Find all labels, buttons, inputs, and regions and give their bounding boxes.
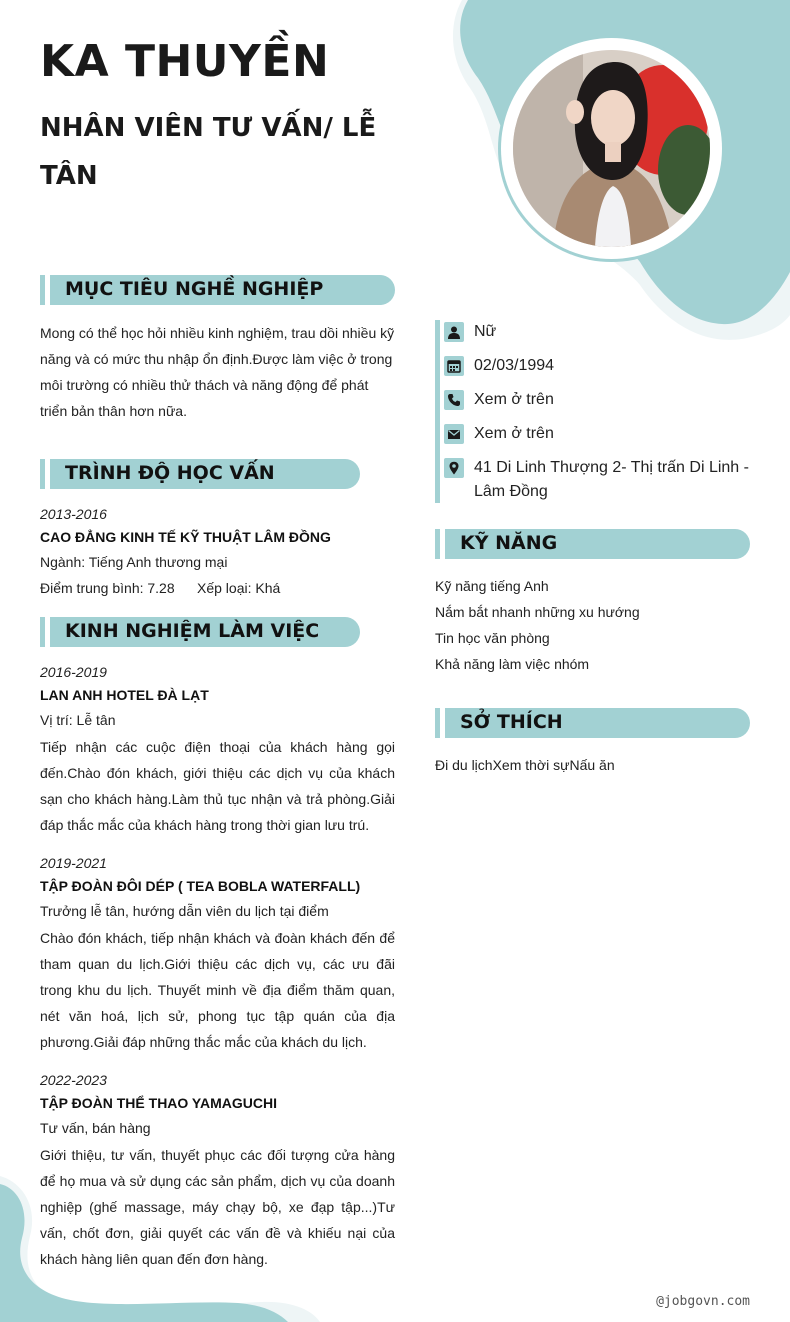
watermark-text: @jobgovn.com	[656, 1294, 750, 1309]
education-school: CAO ĐẲNG KINH TẾ KỸ THUẬT LÂM ĐỒNG	[40, 529, 331, 545]
hobbies-heading	[435, 708, 750, 738]
objective-heading-label: MỤC TIÊU NGHỀ NGHIỆP	[65, 278, 324, 300]
experience-period: 2019-2021	[40, 855, 107, 871]
education-rank: Xếp loại: Khá	[197, 580, 281, 596]
experience-heading	[40, 617, 360, 647]
education-heading-label: TRÌNH ĐỘ HỌC VẤN	[65, 462, 275, 484]
candidate-name: KA THUYỀN	[40, 36, 330, 87]
contact-accent-bar	[435, 320, 440, 503]
experience-position: Vị trí: Lễ tân	[40, 712, 116, 728]
contact-gender-text: Nữ	[474, 323, 497, 340]
skills-heading	[435, 529, 750, 559]
experience-period: 2022-2023	[40, 1072, 107, 1088]
profile-photo	[513, 50, 710, 247]
experience-company: TẬP ĐOÀN THỂ THAO YAMAGUCHI	[40, 1095, 277, 1111]
hobbies-text: Đi du lịchXem thời sựNấu ăn	[435, 757, 615, 773]
experience-company: TẬP ĐOÀN ĐÔI DÉP ( TEA BOBLA WATERFALL)	[40, 878, 361, 894]
experience-description: Chào đón khách, tiếp nhận khách và đoàn khách đến để tham quan du lịch.Giới thiệu các dịch vụ, các ưu đãi trong khu du lịch. Thuyết minh về địa điểm thăm quan, nét văn hoá, lịch sử, phong tục tập quán của địa phương.Giải đáp những thắc mắc của khách du lịch.	[40, 930, 395, 1050]
phone-icon	[444, 390, 464, 410]
contact-birthday	[444, 354, 554, 378]
experience-company: LAN ANH HOTEL ĐÀ LẠT	[40, 687, 209, 703]
job-title: NHÂN VIÊN TƯ VẤN/ LỄ TÂN	[40, 113, 377, 191]
contact-gender	[444, 320, 496, 344]
person-icon	[444, 322, 464, 342]
education-heading	[40, 459, 360, 489]
location-pin-icon	[444, 458, 464, 478]
mail-icon	[444, 424, 464, 444]
education-major: Ngành: Tiếng Anh thương mại	[40, 554, 228, 570]
profile-photo-frame	[501, 38, 722, 259]
skill-item: Khả năng làm việc nhóm	[435, 656, 590, 672]
experience-description: Tiếp nhận các cuộc điện thoại của khách hàng gọi đến.Chào đón khách, giới thiệu các dịch vụ của khách sạn cho khách hàng.Làm thủ tục nhận và trả phòng.Giải đáp thắc mắc của khách hàng trong thời gian lưu trú.	[40, 739, 395, 833]
skill-item: Kỹ năng tiếng Anh	[435, 578, 549, 594]
objective-heading	[40, 275, 395, 305]
experience-period: 2016-2019	[40, 664, 107, 680]
skill-item: Nắm bắt nhanh những xu hướng	[435, 604, 640, 620]
experience-description: Giới thiệu, tư vấn, thuyết phục các đối tượng cửa hàng để họ mua và sử dụng các sản phẩm, dịch vụ của doanh nghiệp (ghế massage, máy chạy bộ, xe đạp tập...)Tư vấn, chốt đơn, giải quyết các vấn đề và khiếu nại của khách hàng liên quan đến đơn hàng.	[40, 1147, 395, 1267]
contact-phone	[444, 388, 554, 412]
contact-email	[444, 422, 554, 446]
experience-position: Tư vấn, bán hàng	[40, 1120, 151, 1136]
experience-heading-label: KINH NGHIỆM LÀM VIỆC	[65, 620, 320, 642]
experience-position: Trưởng lễ tân, hướng dẫn viên du lịch tại điểm	[40, 903, 329, 919]
calendar-icon	[444, 356, 464, 376]
contact-phone-text: Xem ở trên	[474, 391, 554, 408]
hobbies-heading-label: SỞ THÍCH	[460, 711, 563, 733]
education-gpa: Điểm trung bình: 7.28	[40, 580, 175, 596]
skills-heading-label: KỸ NĂNG	[460, 532, 558, 554]
education-period: 2013-2016	[40, 506, 107, 522]
objective-text: Mong có thể học hỏi nhiều kinh nghiệm, trau dồi nhiều kỹ năng và có mức thu nhập ổn định.Được làm việc ở trong môi trường có nhiều thử thách và năng động để phát triển bản thân hơn nữa.	[40, 325, 395, 419]
contact-address-text: 41 Di Linh Thượng 2- Thị trấn Di Linh - Lâm Đồng	[474, 459, 749, 500]
contact-email-text: Xem ở trên	[474, 425, 554, 442]
skill-item: Tin học văn phòng	[435, 630, 550, 646]
contact-birthday-text: 02/03/1994	[474, 357, 555, 374]
contact-address	[444, 456, 750, 504]
